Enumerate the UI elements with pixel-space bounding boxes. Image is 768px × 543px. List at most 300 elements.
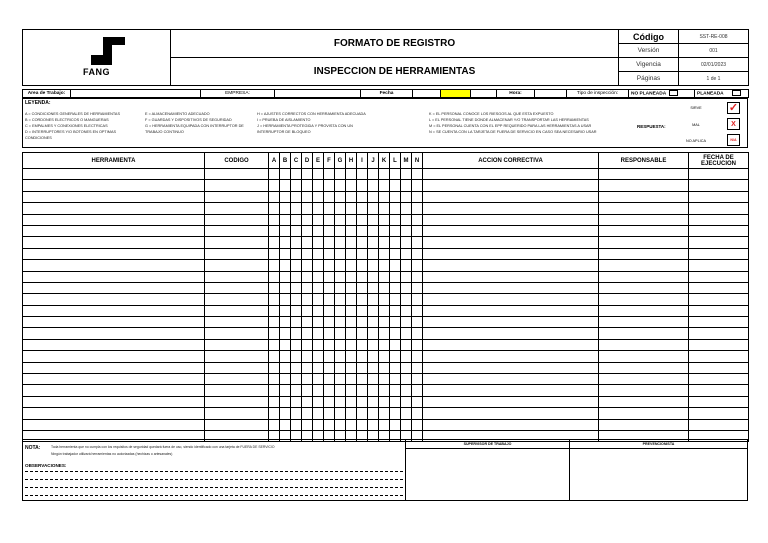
table-cell[interactable] [23, 374, 205, 385]
table-cell[interactable] [302, 203, 313, 214]
table-cell[interactable] [423, 294, 599, 305]
table-cell[interactable] [423, 248, 599, 259]
table-cell[interactable] [357, 271, 368, 282]
table-cell[interactable] [346, 248, 357, 259]
table-cell[interactable] [302, 214, 313, 225]
table-cell[interactable] [23, 237, 205, 248]
table-cell[interactable] [368, 385, 379, 396]
table-cell[interactable] [346, 260, 357, 271]
table-cell[interactable] [313, 260, 324, 271]
observation-line[interactable] [25, 479, 403, 480]
table-cell[interactable] [379, 408, 390, 419]
table-cell[interactable] [280, 225, 291, 236]
table-cell[interactable] [280, 191, 291, 202]
table-cell[interactable] [401, 282, 412, 293]
table-cell[interactable] [280, 169, 291, 180]
table-cell[interactable] [423, 385, 599, 396]
table-cell[interactable] [269, 317, 280, 328]
table-cell[interactable] [401, 351, 412, 362]
table-cell[interactable] [368, 248, 379, 259]
table-cell[interactable] [379, 282, 390, 293]
table-cell[interactable] [269, 214, 280, 225]
table-cell[interactable] [324, 225, 335, 236]
table-cell[interactable] [302, 260, 313, 271]
table-cell[interactable] [401, 271, 412, 282]
table-cell[interactable] [205, 191, 269, 202]
table-cell[interactable] [280, 214, 291, 225]
table-cell[interactable] [335, 408, 346, 419]
table-cell[interactable] [357, 351, 368, 362]
table-cell[interactable] [335, 317, 346, 328]
table-cell[interactable] [423, 180, 599, 191]
table-cell[interactable] [291, 237, 302, 248]
table-cell[interactable] [689, 282, 749, 293]
table-cell[interactable] [390, 305, 401, 316]
table-cell[interactable] [313, 305, 324, 316]
table-cell[interactable] [390, 385, 401, 396]
table-cell[interactable] [313, 419, 324, 430]
table-cell[interactable] [302, 328, 313, 339]
table-cell[interactable] [205, 317, 269, 328]
table-cell[interactable] [357, 385, 368, 396]
area-field[interactable] [71, 90, 201, 98]
table-cell[interactable] [313, 374, 324, 385]
table-cell[interactable] [599, 385, 689, 396]
table-cell[interactable] [291, 169, 302, 180]
table-cell[interactable] [302, 362, 313, 373]
table-cell[interactable] [401, 305, 412, 316]
table-cell[interactable] [280, 237, 291, 248]
table-cell[interactable] [357, 225, 368, 236]
table-cell[interactable] [291, 408, 302, 419]
table-cell[interactable] [335, 351, 346, 362]
table-cell[interactable] [390, 271, 401, 282]
table-cell[interactable] [280, 282, 291, 293]
table-cell[interactable] [313, 169, 324, 180]
table-cell[interactable] [280, 260, 291, 271]
table-cell[interactable] [599, 339, 689, 350]
table-cell[interactable] [291, 225, 302, 236]
table-cell[interactable] [599, 248, 689, 259]
table-cell[interactable] [269, 271, 280, 282]
table-cell[interactable] [291, 294, 302, 305]
table-cell[interactable] [412, 408, 423, 419]
table-cell[interactable] [313, 271, 324, 282]
table-cell[interactable] [313, 339, 324, 350]
table-cell[interactable] [401, 191, 412, 202]
table-cell[interactable] [313, 237, 324, 248]
table-cell[interactable] [401, 225, 412, 236]
table-cell[interactable] [280, 180, 291, 191]
table-cell[interactable] [23, 169, 205, 180]
table-cell[interactable] [689, 328, 749, 339]
table-cell[interactable] [205, 180, 269, 191]
table-cell[interactable] [335, 169, 346, 180]
table-cell[interactable] [689, 203, 749, 214]
table-cell[interactable] [313, 214, 324, 225]
table-cell[interactable] [412, 191, 423, 202]
table-cell[interactable] [324, 191, 335, 202]
table-cell[interactable] [23, 248, 205, 259]
table-cell[interactable] [346, 237, 357, 248]
table-cell[interactable] [368, 294, 379, 305]
table-cell[interactable] [23, 328, 205, 339]
table-cell[interactable] [346, 180, 357, 191]
table-cell[interactable] [324, 169, 335, 180]
table-cell[interactable] [379, 180, 390, 191]
table-cell[interactable] [423, 374, 599, 385]
table-cell[interactable] [269, 282, 280, 293]
table-cell[interactable] [302, 191, 313, 202]
table-cell[interactable] [291, 180, 302, 191]
table-cell[interactable] [357, 374, 368, 385]
table-cell[interactable] [335, 282, 346, 293]
table-cell[interactable] [302, 385, 313, 396]
table-cell[interactable] [346, 339, 357, 350]
table-cell[interactable] [23, 408, 205, 419]
table-cell[interactable] [423, 328, 599, 339]
table-cell[interactable] [280, 374, 291, 385]
table-cell[interactable] [599, 374, 689, 385]
date-value-field[interactable] [471, 90, 497, 98]
table-cell[interactable] [689, 408, 749, 419]
table-cell[interactable] [689, 374, 749, 385]
table-cell[interactable] [357, 419, 368, 430]
table-cell[interactable] [412, 305, 423, 316]
table-cell[interactable] [291, 339, 302, 350]
table-cell[interactable] [280, 203, 291, 214]
table-cell[interactable] [291, 260, 302, 271]
table-cell[interactable] [23, 225, 205, 236]
table-cell[interactable] [412, 351, 423, 362]
table-cell[interactable] [205, 271, 269, 282]
table-cell[interactable] [390, 282, 401, 293]
table-cell[interactable] [324, 419, 335, 430]
table-cell[interactable] [313, 396, 324, 407]
table-cell[interactable] [269, 248, 280, 259]
table-cell[interactable] [280, 351, 291, 362]
table-cell[interactable] [379, 248, 390, 259]
observation-line[interactable] [25, 471, 403, 472]
table-cell[interactable] [291, 271, 302, 282]
table-cell[interactable] [390, 396, 401, 407]
table-cell[interactable] [357, 260, 368, 271]
table-cell[interactable] [599, 214, 689, 225]
table-cell[interactable] [412, 282, 423, 293]
table-cell[interactable] [379, 419, 390, 430]
table-cell[interactable] [689, 248, 749, 259]
table-cell[interactable] [423, 203, 599, 214]
table-cell[interactable] [335, 305, 346, 316]
table-cell[interactable] [423, 362, 599, 373]
table-cell[interactable] [324, 237, 335, 248]
table-cell[interactable] [291, 396, 302, 407]
table-cell[interactable] [205, 351, 269, 362]
table-cell[interactable] [401, 294, 412, 305]
unplanned-checkbox[interactable] [669, 90, 678, 96]
table-cell[interactable] [599, 260, 689, 271]
table-cell[interactable] [368, 203, 379, 214]
table-cell[interactable] [302, 294, 313, 305]
table-cell[interactable] [599, 225, 689, 236]
table-cell[interactable] [291, 351, 302, 362]
table-cell[interactable] [412, 271, 423, 282]
table-cell[interactable] [335, 203, 346, 214]
table-cell[interactable] [280, 408, 291, 419]
table-cell[interactable] [368, 191, 379, 202]
table-cell[interactable] [23, 282, 205, 293]
table-cell[interactable] [357, 328, 368, 339]
table-cell[interactable] [379, 317, 390, 328]
table-cell[interactable] [689, 225, 749, 236]
table-cell[interactable] [313, 180, 324, 191]
table-cell[interactable] [599, 180, 689, 191]
table-cell[interactable] [23, 180, 205, 191]
table-cell[interactable] [401, 248, 412, 259]
table-cell[interactable] [269, 191, 280, 202]
table-cell[interactable] [412, 214, 423, 225]
table-cell[interactable] [335, 396, 346, 407]
date-value-highlight[interactable] [441, 90, 471, 98]
table-cell[interactable] [412, 328, 423, 339]
table-cell[interactable] [335, 180, 346, 191]
table-cell[interactable] [412, 225, 423, 236]
table-cell[interactable] [379, 385, 390, 396]
table-cell[interactable] [599, 271, 689, 282]
table-cell[interactable] [379, 214, 390, 225]
table-cell[interactable] [335, 225, 346, 236]
table-cell[interactable] [269, 294, 280, 305]
table-cell[interactable] [368, 214, 379, 225]
table-cell[interactable] [423, 260, 599, 271]
table-cell[interactable] [313, 282, 324, 293]
table-cell[interactable] [689, 294, 749, 305]
table-cell[interactable] [335, 328, 346, 339]
table-cell[interactable] [599, 203, 689, 214]
table-cell[interactable] [335, 191, 346, 202]
table-cell[interactable] [689, 362, 749, 373]
table-cell[interactable] [205, 385, 269, 396]
table-cell[interactable] [346, 282, 357, 293]
table-cell[interactable] [357, 180, 368, 191]
table-cell[interactable] [205, 248, 269, 259]
table-cell[interactable] [368, 169, 379, 180]
table-cell[interactable] [205, 328, 269, 339]
prevention-signature-area[interactable] [569, 440, 747, 500]
table-cell[interactable] [412, 317, 423, 328]
table-cell[interactable] [291, 282, 302, 293]
table-cell[interactable] [357, 214, 368, 225]
table-cell[interactable] [390, 260, 401, 271]
table-cell[interactable] [324, 339, 335, 350]
table-cell[interactable] [412, 248, 423, 259]
table-cell[interactable] [390, 169, 401, 180]
table-cell[interactable] [324, 282, 335, 293]
table-cell[interactable] [689, 214, 749, 225]
table-cell[interactable] [291, 374, 302, 385]
table-cell[interactable] [291, 317, 302, 328]
table-cell[interactable] [401, 374, 412, 385]
table-cell[interactable] [302, 374, 313, 385]
table-cell[interactable] [205, 203, 269, 214]
table-cell[interactable] [335, 362, 346, 373]
table-cell[interactable] [412, 385, 423, 396]
observation-line[interactable] [25, 487, 403, 488]
table-cell[interactable] [423, 214, 599, 225]
table-cell[interactable] [269, 385, 280, 396]
table-cell[interactable] [302, 317, 313, 328]
table-cell[interactable] [291, 191, 302, 202]
table-cell[interactable] [357, 317, 368, 328]
table-cell[interactable] [368, 419, 379, 430]
table-cell[interactable] [302, 408, 313, 419]
table-cell[interactable] [269, 408, 280, 419]
table-cell[interactable] [401, 203, 412, 214]
table-cell[interactable] [368, 396, 379, 407]
table-cell[interactable] [401, 408, 412, 419]
table-cell[interactable] [346, 317, 357, 328]
table-cell[interactable] [346, 203, 357, 214]
table-cell[interactable] [205, 169, 269, 180]
table-cell[interactable] [599, 191, 689, 202]
table-cell[interactable] [291, 203, 302, 214]
table-cell[interactable] [357, 362, 368, 373]
table-cell[interactable] [357, 191, 368, 202]
table-cell[interactable] [423, 396, 599, 407]
supervisor-signature-area[interactable] [405, 440, 569, 500]
table-cell[interactable] [324, 385, 335, 396]
table-cell[interactable] [390, 317, 401, 328]
table-cell[interactable] [324, 180, 335, 191]
table-cell[interactable] [205, 237, 269, 248]
table-cell[interactable] [302, 396, 313, 407]
table-cell[interactable] [313, 225, 324, 236]
table-cell[interactable] [205, 419, 269, 430]
table-cell[interactable] [324, 214, 335, 225]
table-cell[interactable] [390, 328, 401, 339]
table-cell[interactable] [379, 305, 390, 316]
table-cell[interactable] [335, 294, 346, 305]
table-cell[interactable] [324, 317, 335, 328]
table-cell[interactable] [379, 203, 390, 214]
table-cell[interactable] [412, 374, 423, 385]
table-cell[interactable] [689, 339, 749, 350]
table-cell[interactable] [423, 339, 599, 350]
table-cell[interactable] [357, 282, 368, 293]
table-cell[interactable] [423, 169, 599, 180]
table-cell[interactable] [335, 260, 346, 271]
table-cell[interactable] [324, 362, 335, 373]
table-cell[interactable] [368, 351, 379, 362]
table-cell[interactable] [280, 305, 291, 316]
table-cell[interactable] [23, 317, 205, 328]
unplanned-option[interactable] [629, 90, 695, 98]
table-cell[interactable] [401, 260, 412, 271]
table-cell[interactable] [205, 339, 269, 350]
table-cell[interactable] [412, 362, 423, 373]
table-cell[interactable] [368, 374, 379, 385]
observation-line[interactable] [25, 495, 403, 496]
table-cell[interactable] [280, 362, 291, 373]
table-cell[interactable] [302, 237, 313, 248]
table-cell[interactable] [401, 396, 412, 407]
table-cell[interactable] [302, 282, 313, 293]
table-cell[interactable] [269, 237, 280, 248]
table-cell[interactable] [689, 419, 749, 430]
table-cell[interactable] [390, 225, 401, 236]
table-cell[interactable] [390, 339, 401, 350]
table-cell[interactable] [412, 180, 423, 191]
table-cell[interactable] [313, 385, 324, 396]
table-cell[interactable] [357, 294, 368, 305]
table-cell[interactable] [302, 271, 313, 282]
table-cell[interactable] [390, 362, 401, 373]
table-cell[interactable] [23, 203, 205, 214]
table-cell[interactable] [346, 385, 357, 396]
table-cell[interactable] [313, 191, 324, 202]
table-cell[interactable] [379, 374, 390, 385]
table-cell[interactable] [269, 339, 280, 350]
table-cell[interactable] [324, 396, 335, 407]
table-cell[interactable] [291, 385, 302, 396]
time-field[interactable] [535, 90, 567, 98]
table-cell[interactable] [324, 260, 335, 271]
table-cell[interactable] [313, 203, 324, 214]
table-cell[interactable] [291, 248, 302, 259]
planned-checkbox[interactable] [732, 90, 741, 96]
table-cell[interactable] [412, 419, 423, 430]
table-cell[interactable] [335, 271, 346, 282]
table-cell[interactable] [346, 362, 357, 373]
table-cell[interactable] [599, 237, 689, 248]
table-cell[interactable] [401, 339, 412, 350]
table-cell[interactable] [280, 396, 291, 407]
table-cell[interactable] [23, 305, 205, 316]
table-cell[interactable] [23, 385, 205, 396]
table-cell[interactable] [357, 248, 368, 259]
table-cell[interactable] [302, 248, 313, 259]
table-cell[interactable] [689, 169, 749, 180]
table-cell[interactable] [357, 169, 368, 180]
table-cell[interactable] [379, 328, 390, 339]
table-cell[interactable] [401, 419, 412, 430]
table-cell[interactable] [280, 339, 291, 350]
table-cell[interactable] [689, 260, 749, 271]
table-cell[interactable] [346, 351, 357, 362]
table-cell[interactable] [346, 408, 357, 419]
table-cell[interactable] [205, 374, 269, 385]
table-cell[interactable] [423, 271, 599, 282]
table-cell[interactable] [313, 351, 324, 362]
table-cell[interactable] [205, 294, 269, 305]
table-cell[interactable] [313, 328, 324, 339]
table-cell[interactable] [205, 260, 269, 271]
table-cell[interactable] [423, 351, 599, 362]
table-cell[interactable] [412, 237, 423, 248]
table-cell[interactable] [269, 328, 280, 339]
table-cell[interactable] [335, 419, 346, 430]
table-cell[interactable] [423, 191, 599, 202]
table-cell[interactable] [379, 396, 390, 407]
table-cell[interactable] [390, 203, 401, 214]
table-cell[interactable] [379, 169, 390, 180]
table-cell[interactable] [346, 225, 357, 236]
table-cell[interactable] [379, 191, 390, 202]
table-cell[interactable] [346, 419, 357, 430]
table-cell[interactable] [280, 271, 291, 282]
table-cell[interactable] [291, 214, 302, 225]
table-cell[interactable] [412, 339, 423, 350]
